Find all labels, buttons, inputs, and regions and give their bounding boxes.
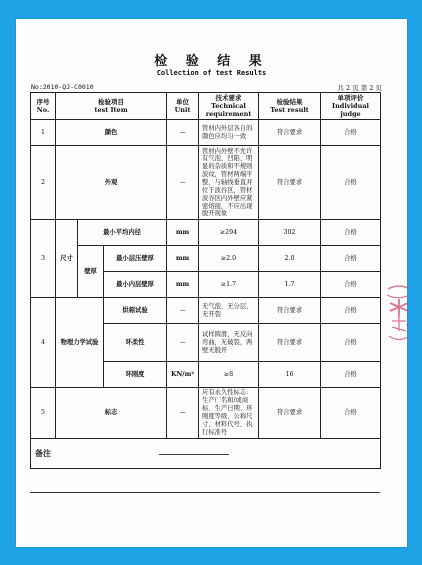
row-unit: — — [167, 324, 199, 362]
row-result: 2.0 — [259, 246, 321, 272]
row-judge: 合格 — [321, 324, 381, 362]
row-result: 符合要求 — [259, 388, 321, 438]
row-item: 烘箱试验 — [104, 298, 167, 324]
group-label-size: 尺寸 — [56, 220, 78, 298]
row-unit: — — [167, 298, 199, 324]
header-item: 检验项目 test Item — [56, 93, 167, 120]
note-label: 备注 — [35, 448, 51, 459]
row-result: 1.7 — [259, 272, 321, 298]
header-result: 检验结果 Test result — [259, 93, 321, 120]
red-seal-stamp — [384, 281, 407, 345]
row-item: 最小层压壁厚 — [104, 246, 167, 272]
note-line — [159, 454, 229, 455]
row-result: 符合要求 — [259, 146, 321, 220]
table-row — [31, 388, 381, 438]
row-judge: 合格 — [321, 272, 381, 298]
row-item: 外观 — [56, 146, 167, 220]
row-requirement: ≥8 — [199, 362, 259, 388]
row-requirement: ≥2.0 — [199, 246, 259, 272]
row-requirement: 试样圆滑，无反向弯曲，无破裂，两壁无脱开 — [199, 324, 259, 362]
note-cell — [31, 438, 381, 468]
note-row — [31, 438, 381, 468]
row-judge: 合格 — [321, 388, 381, 438]
row-unit: — — [167, 120, 199, 146]
table-row — [31, 220, 381, 246]
row-item: 环柔性 — [104, 324, 167, 362]
header-no: 序号 No. — [31, 93, 56, 120]
subgroup-label-wall: 壁厚 — [78, 246, 104, 298]
header-unit: 单位 Unit — [167, 93, 199, 120]
header-judge: 单项评价 Individual judge — [321, 93, 381, 120]
row-item: 最小平均内径 — [78, 220, 167, 246]
row-judge: 合格 — [321, 362, 381, 388]
row-result: 302 — [259, 220, 321, 246]
row-unit: mm — [167, 272, 199, 298]
header-row — [31, 93, 381, 120]
row-no: 3 — [31, 220, 56, 298]
row-item: 最小内层壁厚 — [104, 272, 167, 298]
group-label-physical: 物理力学试验 — [56, 298, 104, 388]
row-requirement: 管材内外层各自的颜色应均匀一致 — [199, 120, 259, 146]
row-no: 2 — [31, 146, 56, 220]
row-unit: KN/m² — [167, 362, 199, 388]
row-requirement: 无气泡、无分层、无开裂 — [199, 298, 259, 324]
row-requirement: 应有永久性标志：生产厂名和/或商标、生产日期、环刚度等级、公称尺寸、材料代号、执行标准号 — [199, 388, 259, 438]
row-unit: mm — [167, 246, 199, 272]
row-unit: — — [167, 146, 199, 220]
doc-subtitle: Collection of test Results — [156, 69, 267, 77]
bottom-rule — [30, 492, 380, 493]
row-unit: mm — [167, 220, 199, 246]
table-row — [31, 246, 381, 272]
row-judge: 合格 — [321, 146, 381, 220]
row-judge: 合格 — [321, 120, 381, 146]
row-requirement: ≥1.7 — [199, 272, 259, 298]
row-requirement: ≥294 — [199, 220, 259, 246]
row-result: 符合要求 — [259, 324, 321, 362]
row-item: 颜色 — [56, 120, 167, 146]
row-result: 符合要求 — [259, 120, 321, 146]
table-row — [31, 120, 381, 146]
row-result: 16 — [259, 362, 321, 388]
row-result: 符合要求 — [259, 298, 321, 324]
doc-number: No:2010-QJ-C0010 — [31, 83, 94, 91]
page-info: 共 2 页 第 2 页 — [337, 84, 382, 92]
row-no: 5 — [31, 388, 56, 438]
row-judge: 合格 — [321, 246, 381, 272]
report-sheet — [16, 19, 407, 547]
row-judge: 合格 — [321, 298, 381, 324]
row-unit: — — [167, 388, 199, 438]
doc-title: 检 验 结 果 — [154, 54, 269, 69]
row-requirement: 管材内外壁不允许有气泡、凹陷、明显的杂质和不规则波纹，管材两端平整，与轴线垂直并位于波谷区，管材波谷区内外壁应紧密熔接，不应出现脱开现象 — [199, 146, 259, 220]
results-table — [30, 92, 381, 469]
row-no: 4 — [31, 298, 56, 388]
row-no: 1 — [31, 120, 56, 146]
table-row — [31, 146, 381, 220]
row-item: 环刚度 — [104, 362, 167, 388]
row-judge: 合格 — [321, 220, 381, 246]
row-item: 标志 — [56, 388, 167, 438]
table-row — [31, 298, 381, 324]
header-requirement: 技术要求 Technical requirement — [199, 93, 259, 120]
